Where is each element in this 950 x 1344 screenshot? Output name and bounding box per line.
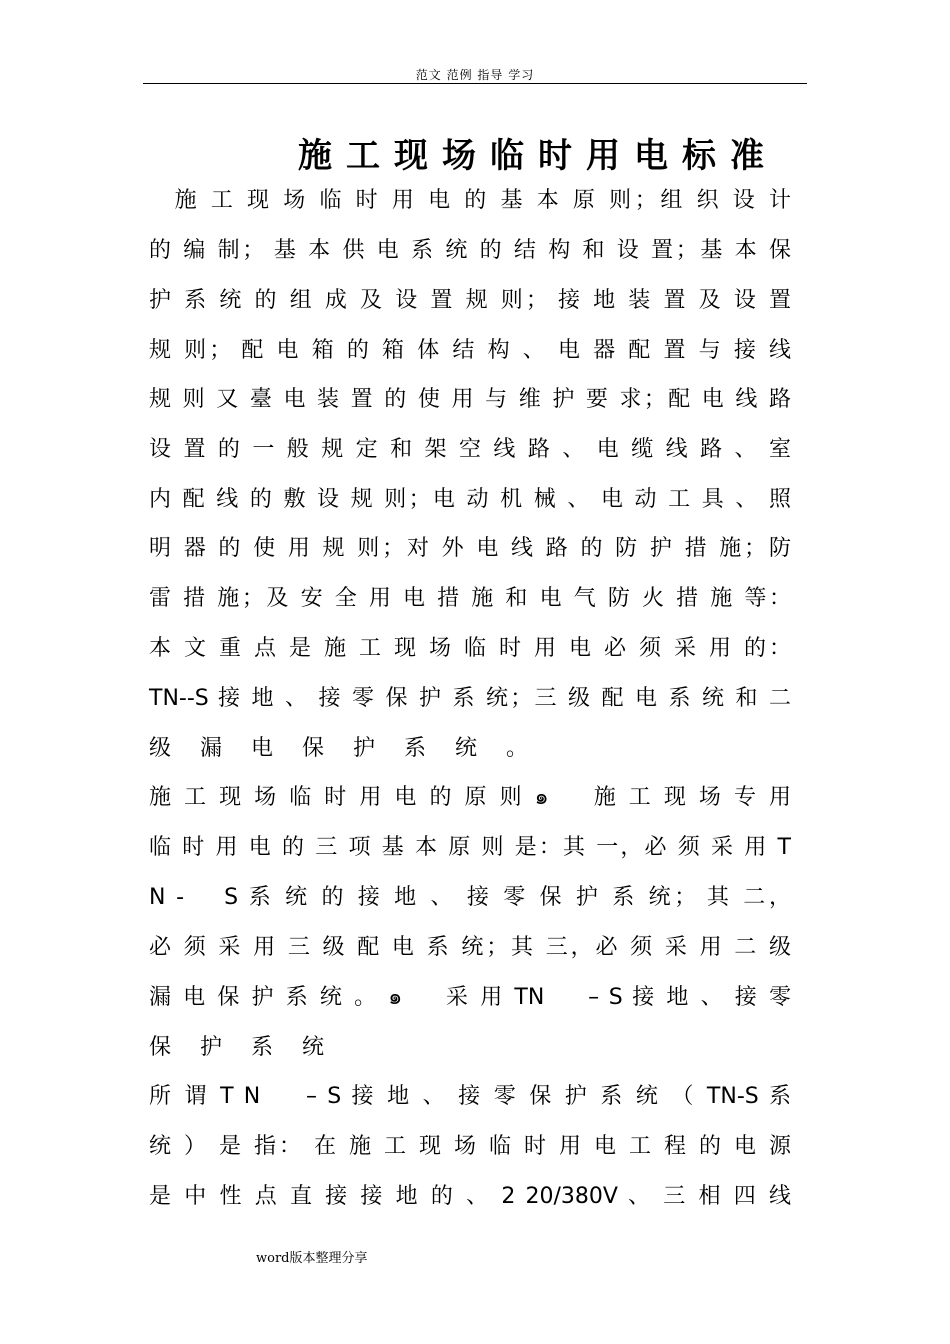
header-divider	[143, 83, 807, 84]
body-line: TN--S 接 地 、 接 零 保 护 系 统；三 级 配 电 系 统 和 二	[149, 686, 791, 711]
body-line: 设 置 的 一 般 规 定 和 架 空 线 路 、 电 缆 线 路 、 室	[149, 437, 791, 462]
page-header: 范文 范例 指导 学习	[415, 68, 535, 82]
body-line: 施 工 现 场 临 时 用 电 的 原 则 ๑ 施 工 现 场 专 用	[149, 785, 791, 810]
body-line: 所 谓 T N – S 接 地 、 接 零 保 护 系 统 （ TN-S 系	[149, 1084, 791, 1109]
body-line: 保 护 系 统	[149, 1035, 335, 1060]
document-title: 施工现场临时用电标准	[298, 136, 778, 176]
body-line: 施 工 现 场 临 时 用 电 的 基 本 原 则；组 织 设 计	[149, 188, 791, 213]
body-line: 明 器 的 使 用 规 则；对 外 电 线 路 的 防 护 措 施；防	[149, 536, 791, 561]
body-line: 是 中 性 点 直 接 接 地 的 、 2 20/380V 、 三 相 四 线	[149, 1184, 791, 1209]
body-line: 内 配 线 的 敷 设 规 则；电 动 机 械 、 电 动 工 具 、 照	[149, 487, 791, 512]
body-line: 漏 电 保 护 系 统 。 ๑ 采 用 TN – S 接 地 、 接 零	[149, 985, 791, 1010]
body-line: 级 漏 电 保 护 系 统 。	[149, 736, 539, 761]
body-line: 规 则 又 臺 电 装 置 的 使 用 与 维 护 要 求；配 电 线 路	[149, 387, 791, 412]
body-line: 护 系 统 的 组 成 及 设 置 规 则； 接 地 装 置 及 设 置	[149, 288, 791, 313]
body-line: 临 时 用 电 的 三 项 基 本 原 则 是：其 一，必 须 采 用 T	[149, 835, 791, 860]
body-line: N - S 系 统 的 接 地 、 接 零 保 护 系 统； 其 二，	[149, 885, 791, 910]
body-line: 本 文 重 点 是 施 工 现 场 临 时 用 电 必 须 采 用 的：	[149, 636, 791, 661]
page-footer: word版本整理分享	[256, 1251, 368, 1266]
body-line: 统 ） 是 指： 在 施 工 现 场 临 时 用 电 工 程 的 电 源	[149, 1134, 791, 1159]
body-line: 规 则； 配 电 箱 的 箱 体 结 构 、 电 器 配 置 与 接 线	[149, 338, 791, 363]
body-line: 雷 措 施；及 安 全 用 电 措 施 和 电 气 防 火 措 施 等：	[149, 586, 791, 611]
body-line: 的 编 制； 基 本 供 电 系 统 的 结 构 和 设 置；基 本 保	[149, 238, 791, 263]
body-line: 必 须 采 用 三 级 配 电 系 统；其 三，必 须 采 用 二 级	[149, 935, 791, 960]
